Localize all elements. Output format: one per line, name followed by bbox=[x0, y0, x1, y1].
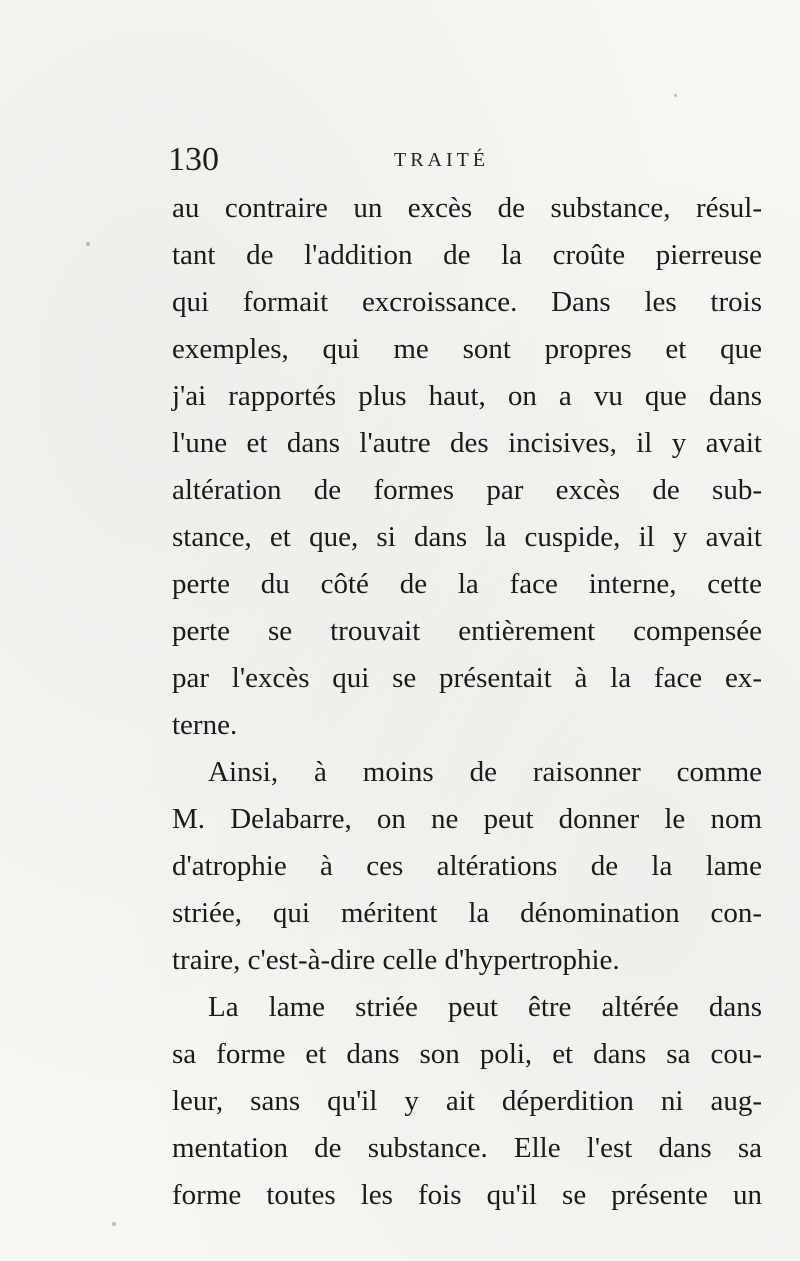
text-line: altération de formes par excès de sub- bbox=[172, 474, 762, 506]
text-line: striée, qui méritent la dénomination con- bbox=[172, 897, 762, 929]
ink-speck bbox=[86, 242, 90, 246]
body-text bbox=[172, 185, 762, 1219]
text-line: j'ai rapportés plus haut, on a vu que dans bbox=[172, 380, 762, 412]
text-line: qui formait excroissance. Dans les trois bbox=[172, 286, 762, 318]
ink-speck bbox=[674, 94, 677, 97]
text-line: mentation de substance. Elle l'est dans sa bbox=[172, 1132, 762, 1164]
text-line: tant de l'addition de la croûte pierreuse bbox=[172, 239, 762, 271]
text-line: d'atrophie à ces altérations de la lame bbox=[172, 850, 762, 882]
text-line: terne. bbox=[172, 709, 238, 741]
text-line: traire, c'est-à-dire celle d'hypertrophie. bbox=[172, 944, 620, 976]
text-line: leur, sans qu'il y ait déperdition ni aug- bbox=[172, 1085, 762, 1117]
running-title: TRAITÉ bbox=[394, 149, 490, 171]
text-line: stance, et que, si dans la cuspide, il y avait bbox=[172, 521, 762, 553]
page-number: 130 bbox=[168, 141, 219, 178]
text-line: perte se trouvait entièrement compensée bbox=[172, 615, 762, 647]
text-line: perte du côté de la face interne, cette bbox=[172, 568, 762, 600]
text-line: forme toutes les fois qu'il se présente un bbox=[172, 1179, 762, 1211]
paragraph-start-line: Ainsi, à moins de raisonner comme bbox=[208, 756, 762, 788]
ink-speck bbox=[112, 1222, 116, 1226]
text-line: l'une et dans l'autre des incisives, il y avait bbox=[172, 427, 762, 459]
text-line: au contraire un excès de substance, résul- bbox=[172, 192, 762, 224]
page-header bbox=[168, 140, 758, 180]
text-line: par l'excès qui se présentait à la face ex- bbox=[172, 662, 762, 694]
text-line: exemples, qui me sont propres et que bbox=[172, 333, 762, 365]
text-line: sa forme et dans son poli, et dans sa cou- bbox=[172, 1038, 762, 1070]
text-line: M. Delabarre, on ne peut donner le nom bbox=[172, 803, 762, 835]
paragraph-start-line: La lame striée peut être altérée dans bbox=[208, 991, 762, 1023]
